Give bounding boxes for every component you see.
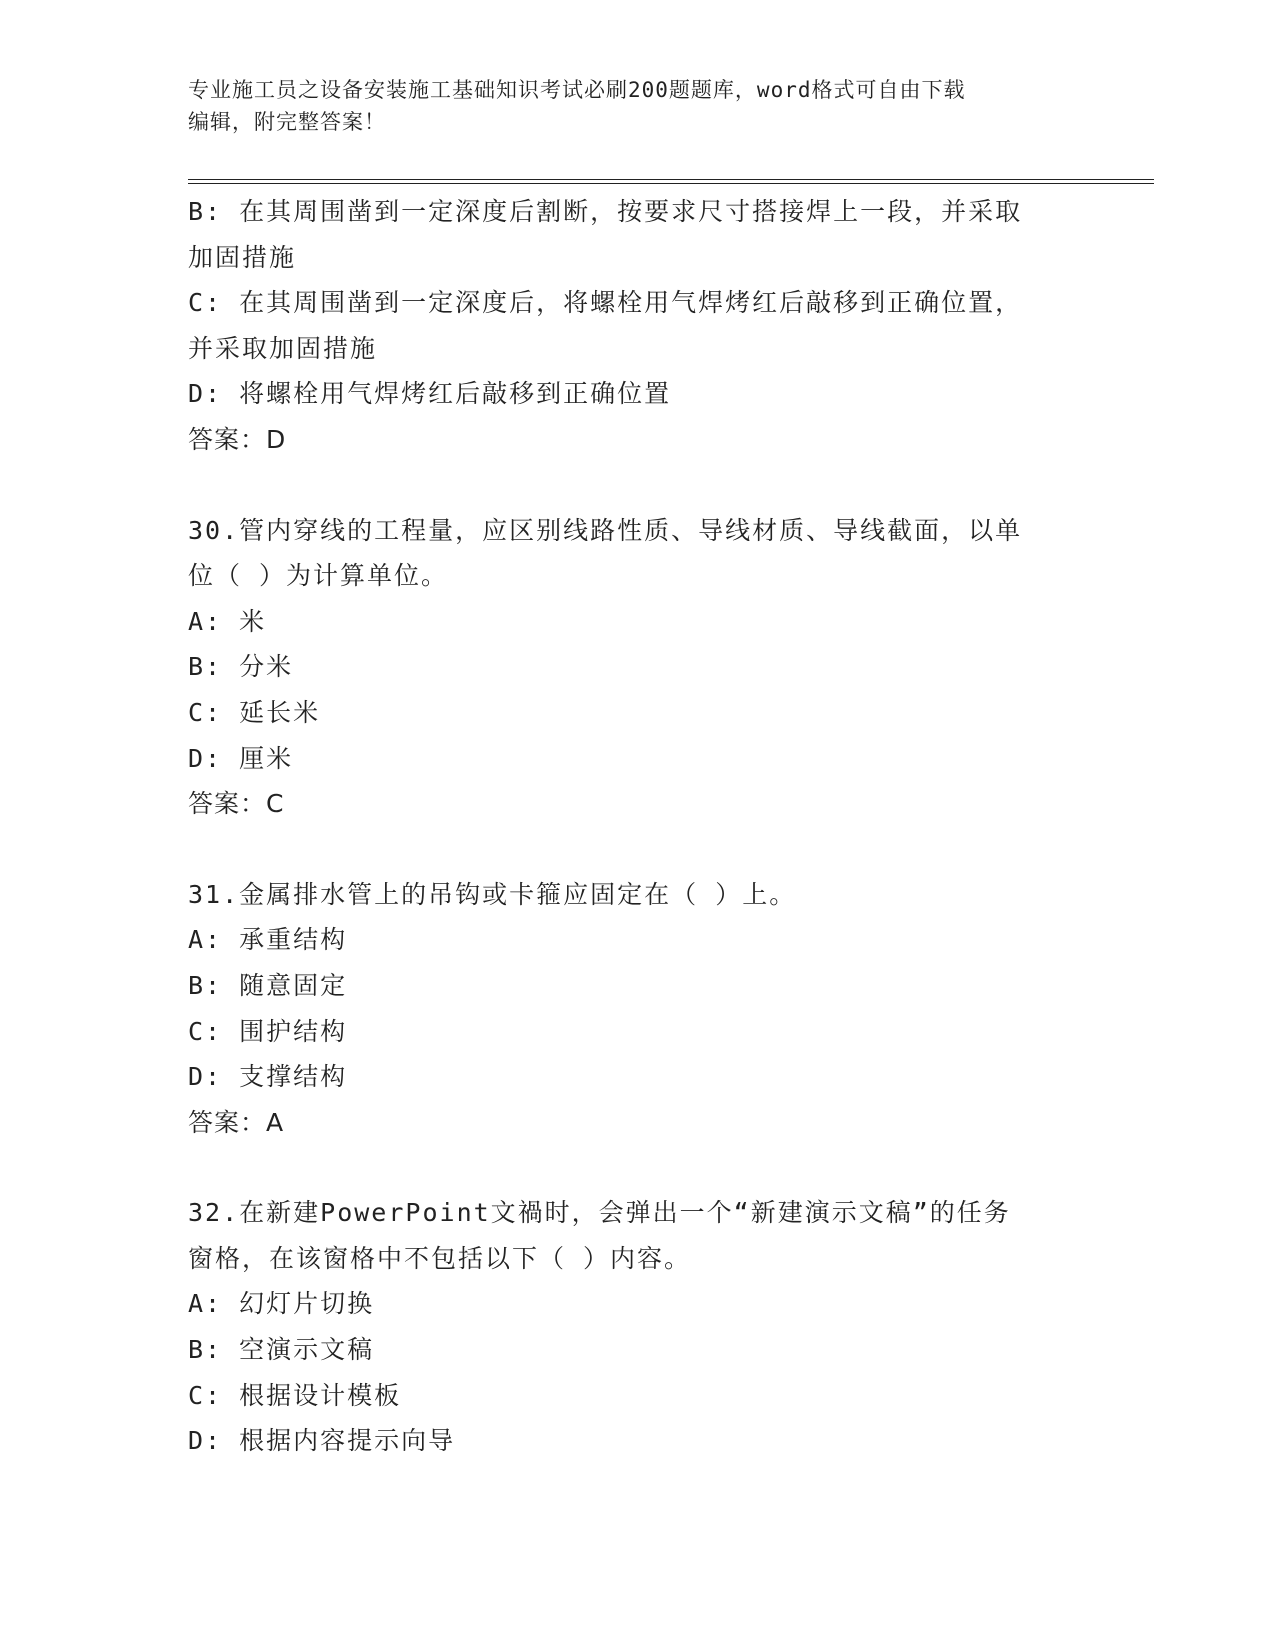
q31-question: 31.金属排水管上的吊钩或卡箍应固定在（ ）上。 bbox=[188, 879, 797, 909]
header-line-1: 专业施工员之设备安装施工基础知识考试必刷200题题库，word格式可自由下载 bbox=[188, 78, 966, 102]
question-29-fragment bbox=[188, 189, 1088, 463]
q32-question-line-2: 窗格，在该窗格中不包括以下（ ）内容。 bbox=[188, 1243, 692, 1273]
q30-question-line-2: 位（ ）为计算单位。 bbox=[188, 561, 449, 591]
q30-question-line-1: 30.管内穿线的工程量，应区别线路性质、导线材质、导线截面，以单 bbox=[188, 515, 1023, 545]
question-30 bbox=[188, 508, 1088, 827]
q29-option-d: D: 将螺栓用气焊烤红后敲移到正确位置 bbox=[188, 379, 672, 409]
q31-option-a: A: 承重结构 bbox=[188, 925, 348, 955]
q30-option-a: A: 米 bbox=[188, 606, 267, 636]
q31-option-d: D: 支撑结构 bbox=[188, 1062, 348, 1092]
q29-option-c-line-2: 并采取加固措施 bbox=[188, 333, 378, 363]
q31-answer: 答案：A bbox=[188, 1107, 285, 1137]
q29-option-c-line-1: C: 在其周围凿到一定深度后，将螺栓用气焊烤红后敲移到正确位置， bbox=[188, 288, 1023, 318]
q32-option-b: B: 空演示文稿 bbox=[188, 1335, 375, 1365]
q32-question-line-1: 32.在新建PowerPoint文禍时，会弹出一个“新建演示文稿”的任务 bbox=[188, 1198, 1011, 1228]
spacer bbox=[188, 1145, 1088, 1190]
spacer bbox=[188, 463, 1088, 508]
header-divider-bottom bbox=[188, 183, 1154, 184]
question-32 bbox=[188, 1190, 1088, 1464]
header-line-2: 编辑，附完整答案！ bbox=[188, 110, 386, 134]
q31-option-c: C: 围护结构 bbox=[188, 1016, 348, 1046]
q30-option-d: D: 厘米 bbox=[188, 743, 294, 773]
q29-option-b-line-2: 加固措施 bbox=[188, 242, 297, 272]
q29-answer: 答案：D bbox=[188, 424, 287, 454]
document-header bbox=[188, 74, 1088, 138]
header-divider-top bbox=[188, 179, 1154, 180]
q30-option-b: B: 分米 bbox=[188, 652, 294, 682]
document-body bbox=[188, 189, 1088, 1464]
q32-option-c: C: 根据设计模板 bbox=[188, 1380, 402, 1410]
q30-answer: 答案：C bbox=[188, 789, 285, 819]
q32-option-d: D: 根据内容提示向导 bbox=[188, 1426, 456, 1456]
q30-option-c: C: 延长米 bbox=[188, 697, 321, 727]
q32-option-a: A: 幻灯片切换 bbox=[188, 1289, 375, 1319]
question-31 bbox=[188, 872, 1088, 1146]
q29-option-b-line-1: B: 在其周围凿到一定深度后割断，按要求尺寸搭接焊上一段，并采取 bbox=[188, 197, 1023, 226]
spacer bbox=[188, 827, 1088, 872]
q31-option-b: B: 随意固定 bbox=[188, 970, 348, 1000]
